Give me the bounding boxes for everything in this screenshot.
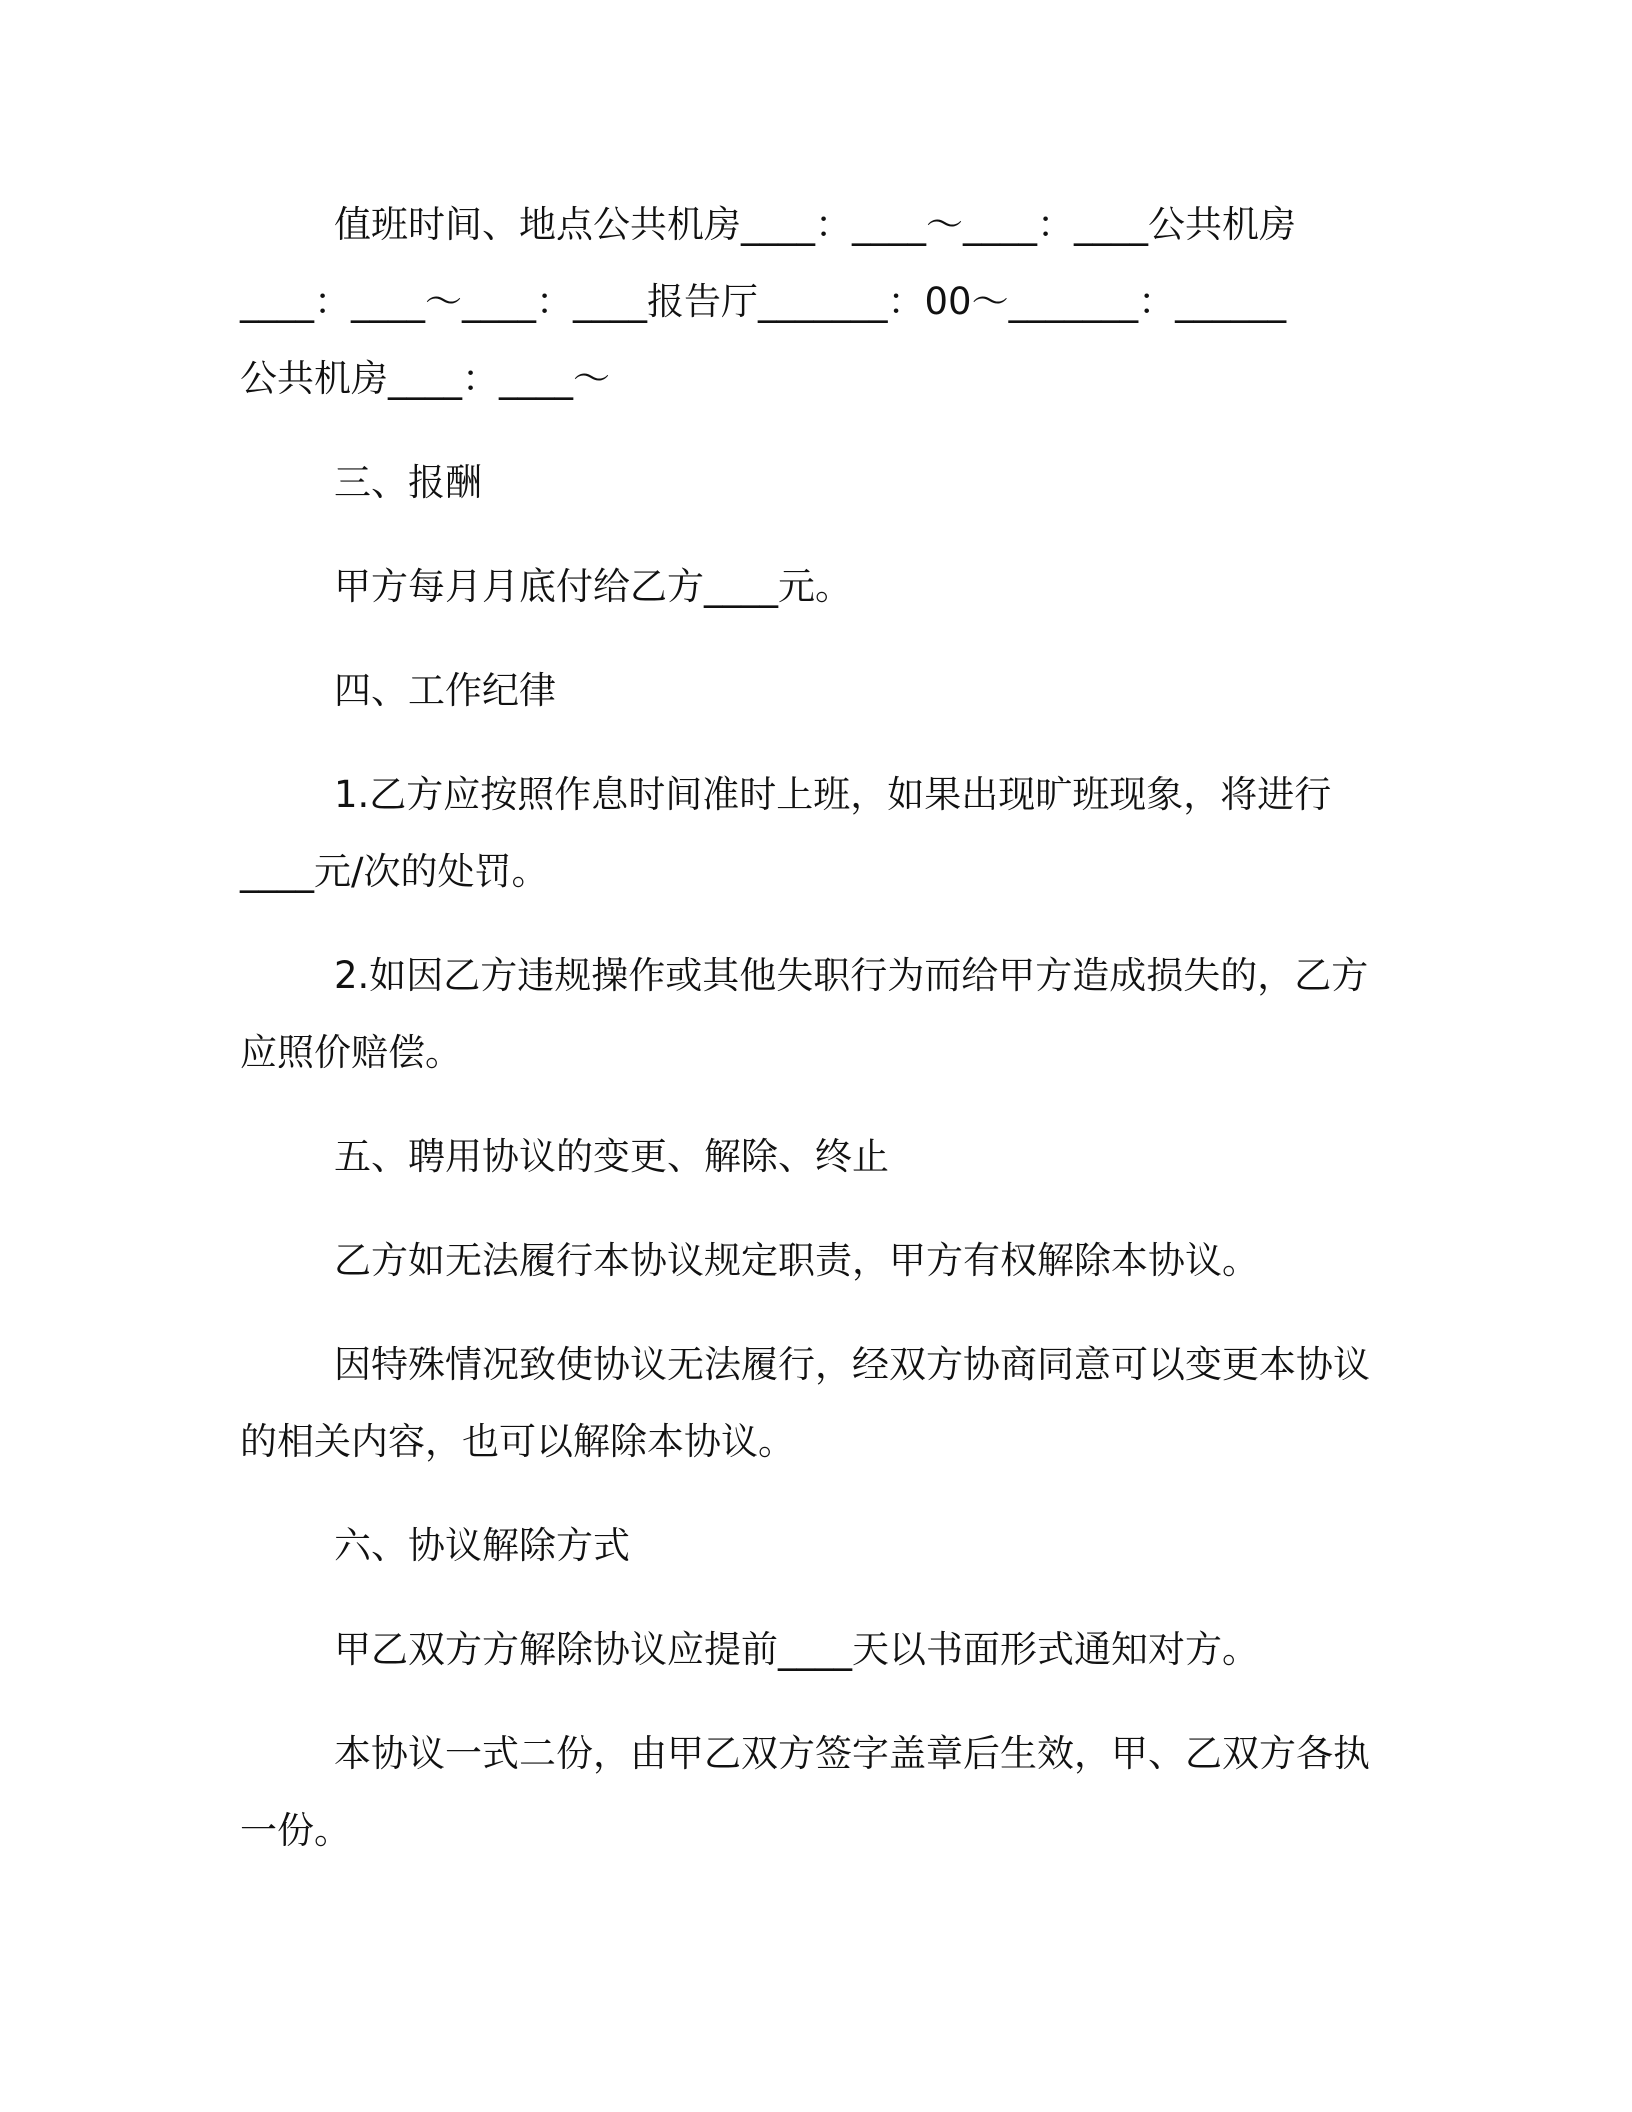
notice-clause: 甲乙双方方解除协议应提前____天以书面形式通知对方。 (334, 1628, 1259, 1671)
section-4-heading: 四、工作纪律 (334, 669, 556, 712)
text-line: 一份。 (240, 1809, 351, 1852)
copies-clause (240, 1715, 1380, 1869)
section-5-heading: 五、聘用协议的变更、解除、终止 (334, 1135, 889, 1178)
payment-clause: 甲方每月月底付给乙方____元。 (334, 565, 852, 608)
document-body (240, 186, 1380, 1869)
section-6-heading: 六、协议解除方式 (334, 1524, 630, 1567)
text-line: 应照价赔偿。 (240, 1031, 462, 1074)
text-line: 的相关内容，也可以解除本协议。 (240, 1420, 795, 1463)
text-line: 1.乙方应按照作息时间准时上班，如果出现旷班现象，将进行 (334, 773, 1332, 816)
duty-time-location (240, 186, 1380, 417)
text-line: 本协议一式二份，由甲乙双方签字盖章后生效，甲、乙双方各执 (334, 1732, 1370, 1775)
text-line: 2.如因乙方违规操作或其他失职行为而给甲方造成损失的，乙方 (334, 954, 1369, 997)
section-3-heading: 三、报酬 (334, 461, 482, 504)
text-line: 公共机房____：____～ (240, 357, 610, 400)
discipline-item-1 (240, 756, 1380, 910)
termination-clause-2 (240, 1326, 1380, 1480)
discipline-item-2 (240, 937, 1380, 1091)
text-line: ____：____～____：____报告厅_______：00～_______：______ (240, 280, 1287, 323)
text-line: ____元/次的处罚。 (240, 850, 549, 893)
text-line: 因特殊情况致使协议无法履行，经双方协商同意可以变更本协议 (334, 1343, 1370, 1386)
termination-clause-1: 乙方如无法履行本协议规定职责，甲方有权解除本协议。 (334, 1239, 1259, 1282)
text-line: 值班时间、地点公共机房____：____～____：____公共机房 (334, 203, 1296, 246)
